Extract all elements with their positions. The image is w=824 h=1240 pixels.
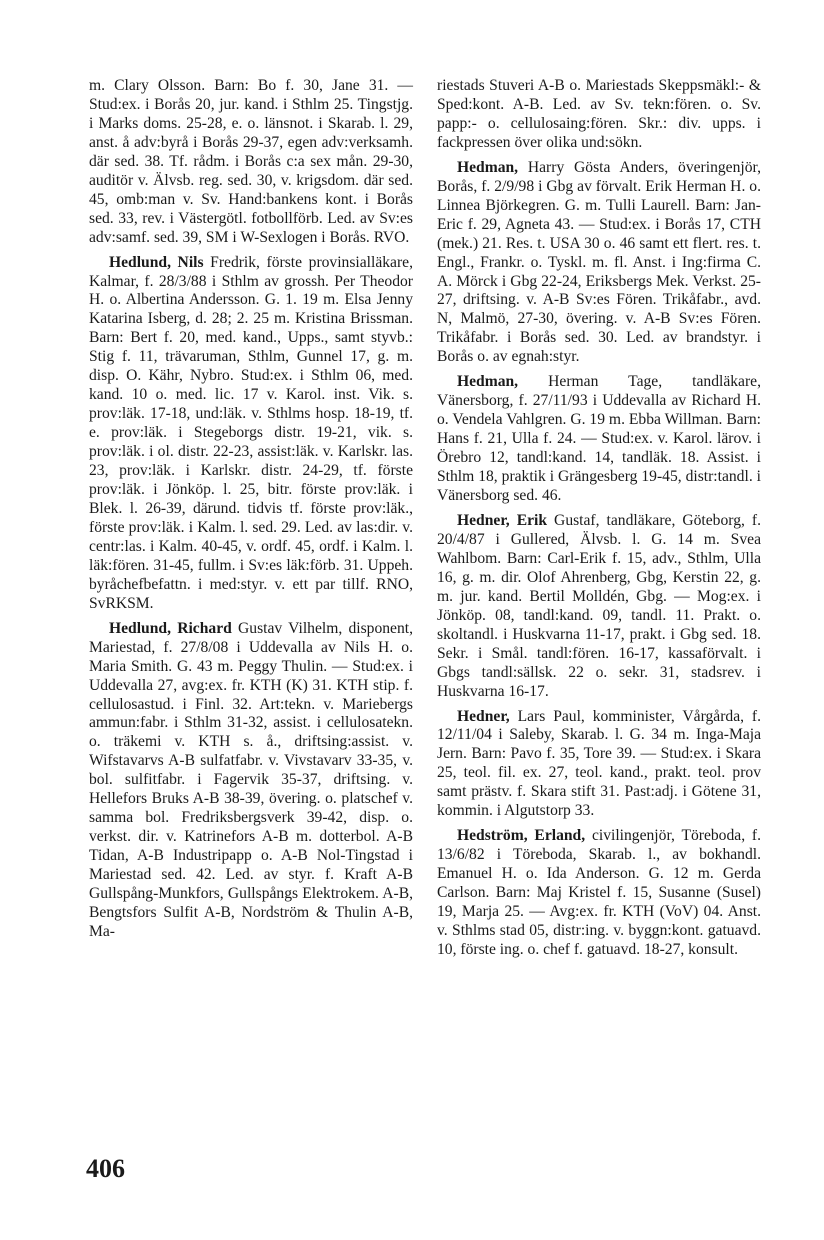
entry-heading: Hedlund, Richard [109,619,232,637]
entry-heading: Hedström, Erland, [457,827,586,845]
entry-hedman-harry [437,159,761,367]
entry-text: Herman Tage, tandläkare, Vänersborg, f. 27/11/93 i Uddevalla av Richard H. o. Vendela Vahlgren. G. 19 m. Ebba Willman. Barn: Hans f. 21, Ulla f. 24. — Stud:ex. v. Karol. lärov. i Örebro 12, tandl:kand. 14, tandläk. 18. Assist. i Sthlm 18, praktik i Grängesberg 19-45, distr:tandl. i Vänersborg sed. 46. [437,373,761,505]
entry-heading: Hedner, Erik [457,511,548,529]
entry-text: Gustaf, tandläkare, Göteborg, f. 20/4/87 i Gullered, Älvsb. l. G. 14 m. Svea Wahlbom. Barn: Carl-Erik f. 15, adv., Sthlm, Ulla 16, g. m. dir. Olof Ahrenberg, Gbg, Kerstin 22, g. m. jur. kand. Bertil Molldén, Gbg. — Mog:ex. i Jönköp. 08, tandl:kand. 09, tandl. 11. Prakt. o. skoltandl. i Huskvarna 11-17, prakt. i Gbg sed. 18. Sekr. i Smål. tandl:fören. 16-17, kassaförvalt. i Gbgs tandl:sällsk. 22 o. sekr. 31, stadsrev. i Huskvarna 16-17. [437,511,761,700]
entry-text: civilingenjör, Töreboda, f. 13/6/82 i Töreboda, Skarab. l., av bokhandl. Emanuel H. o. Ida Anderson. G. 12 m. Gerda Carlson. Barn: Maj Kristel f. 15, Susanne (Susel) 19, Marja 25. — Avg:ex. fr. KTH (VoV) 04. Anst. v. Sthlms stad 05, distr:ing. v. byggn:kont. gatuavd. 10, förste ing. o. chef f. gatuavd. 18-27, konsult. [437,827,762,958]
entry-text: Lars Paul, komminister, Vårgårda, f. 12/11/04 i Saleby, Skarab. l. G. 34 m. Inga-Maja Jern. Barn: Pavo f. 35, Tore 39. — Stud:ex. i Skara 25, teol. fil. ex. 27, teol. kand., prakt. teol. prov samt prästv. f. Skara stift 31. Past:adj. i Götene 31, kommin. i Algutstorp 33. [437,707,761,820]
entry-continuation: riestads Stuveri A-B o. Mariestads Skeppsmäkl:- & Sped:kont. A-B. Led. av Sv. tekn:fören. o. Sv. papp:- o. cellulosaing:fören. Skr.: div. upps. i fackpressen över olika und:sökn. [437,77,761,151]
entry-continuation: m. Clary Olsson. Barn: Bo f. 30, Jane 31. — Stud:ex. i Borås 20, jur. kand. i Sthlm 25. Tingstjg. i Marks doms. 25-28, e. o. länsnot. i Skarab. l. 29, anst. å adv:byrå i Borås 29-37, egen adv:verksamh. där sed. 38. Tf. rådm. i Borås c:a sex mån. 29-30, auditör v. Älvsb. reg. sed. 30, v. krigsdom. där sed. 45, omb:man v. Sv. Hand:bankens kont. i Borås sed. 33, rev. i Västergötl. fotbollförb. Led. av Sv:es adv:samf. sed. 39, SM i W-Sexlogen i Borås. RVO. [89,77,413,246]
entry-text: Gustav Vilhelm, disponent, Mariestad, f. 27/8/08 i Uddevalla av Nils H. o. Maria Smith. G. 43 m. Peggy Thulin. — Stud:ex. i Uddevalla 27, avg:ex. fr. KTH (K) 31. KTH stip. f. cellulosastud. i Finl. 32. Art:tekn. v. Mariebergs ammun:fabr. i Sthlm 31-32, assist. i cellulosatekn. o. träkemi v. KTH s. å., driftsing:assist. v. Wifstavarvs A-B sulfatfabr. v. Vivstavarv 33-35, v. bol. sulfitfabr. i Fagervik 35-37, driftsing. v. Hellefors Bruks A-B 38-39, övering. o. platschef v. samma bol. Fredriksbergsverk 39-42, disp. o. verkst. dir. v. Katrinefors A-B m. dotterbol. A-B Tidan, A-B Industripapp o. A-B Nol-Tingstad i Mariestad sed. 42. Led. av styr. f. Kraft A-B Gullspång-Munkfors, Gullspångs Elektrokem. A-B, Bengtsfors Sulfit A-B, Nordström & Thulin A-B, Ma- [89,619,414,940]
entry-heading: Hedner, [457,707,510,725]
entry-hedlund-nils [89,254,413,614]
entry-hedman-herman [437,373,761,506]
entry-hedstrom-erland [437,827,761,960]
entry-heading: Hedlund, Nils [109,253,204,271]
entry-text: Fredrik, förste provinsialläkare, Kalmar, f. 28/3/88 i Sthlm av grossh. Per Theodor H. o. Albertina Andersson. G. 1. 19 m. Elsa Jenny Katarina Isberg, d. 28; 2. 25 m. Kristina Brissman. Barn: Bert f. 20, med. kand., Upps., samt styvb.: Stig f. 11, trävaruman, Sthlm, Gunnel 17, g. m. disp. O. Kähr, Nybro. Stud:ex. i Sthlm 06, med. kand. 10 o. med. lic. 17 v. Karol. inst. Vik. s. prov:läk. 17-18, und:läk. v. Sthlms hosp. 18-19, tf. e. prov:läk. i Stegeborgs distr. 19-21, vik. s. prov:läk. i ol. distr. 22-23, assist:läk. v. Karlskr. las. 23, prov:läk. i Karlskr. distr. 24-29, tf. förste prov:läk. i Jönköp. l. 25, bitr. förste prov:läk. i Blek. l. 26-39, därund. tidvis tf. förste prov:läk., förste prov:läk. i Kalm. l. sed. 29. Led. av las:dir. v. centr:las. i Kalm. 40-45, v. ordf. 45, ordf. i Kalm. l. läk:fören. 31-45, fullm. i Sv:es läk:förb. 31. Uppeh. byråchefbefattn. i med:styr. v. ett par tillf. RNO, SvRKSM. [89,253,413,612]
entry-heading: Hedman, [457,158,519,176]
right-column [437,77,761,960]
entry-text: Harry Gösta Anders, överingenjör, Borås, f. 2/9/98 i Gbg av förvalt. Erik Herman H. o. Linnea Björkegren. G. m. Tulli Laurell. Barn: Jan-Eric f. 29, Agneta 43. — Stud:ex. i Borås 17, CTH (mek.) 21. Res. t. USA 30 o. 46 samt ett flert. res. t. Engl., Frankr. o. Tyskl. m. fl. Anst. i Ing:firma C. A. Mörck i Gbg 22-24, Eriksbergs Mek. Verkst. 25-27, driftsing. v. A-B Sv:es Fören. Trikåfabr., avd. N, Malmö, 27-30, övering. v. A-B Sv:es Fören. Trikåfabr. i Borås sed. 30. Led. av brandstyr. i Borås o. av egnah:styr. [437,158,761,366]
entry-hedlund-richard [89,620,413,942]
left-column [89,77,413,942]
entry-hedner-erik [437,512,761,702]
page-number: 406 [86,1154,125,1183]
entry-hedner-lars [437,708,761,822]
entry-heading: Hedman, [457,373,519,391]
